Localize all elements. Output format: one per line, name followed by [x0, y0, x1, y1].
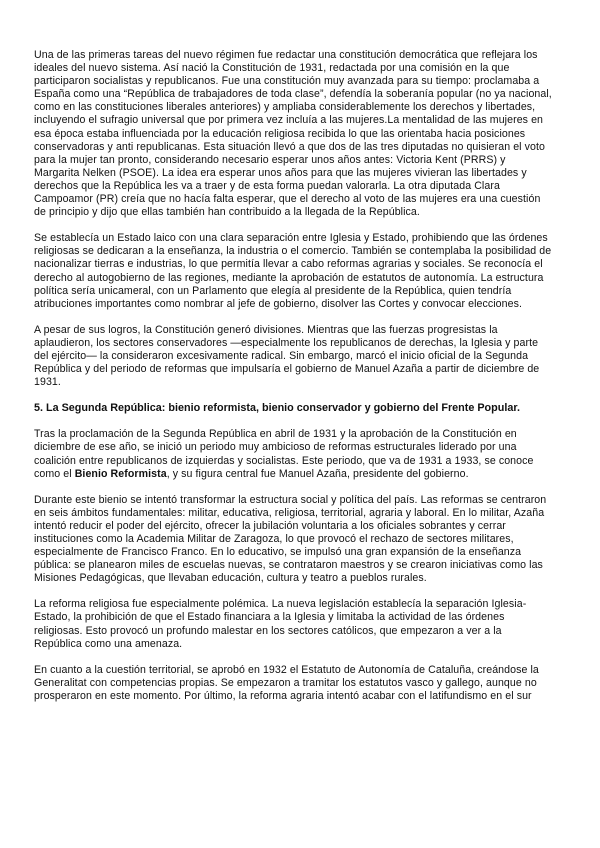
- bienio-reformista-term: Bienio Reformista: [74, 467, 167, 480]
- section-heading: 5. La Segunda República: bienio reformista, bienio conservador y gobierno del Frente Popular.: [34, 402, 520, 415]
- paragraph-divisions: A pesar de sus logros, la Constitución generó divisiones. Mientras que las fuerzas progresistas la aplaudieron, los sectores conservadores —especialmente los republicanos de derechas, la Iglesia y parte del ejército— la consideraron excesivamente radical. Sin embargo, marcó el inicio oficial de la Segunda República y del periodo de reformas que impulsaría el gobierno de Manuel Azaña a partir de diciembre de 1931.: [34, 323, 540, 389]
- bienio-text-after: , y su figura central fue Manuel Azaña, presidente del gobierno.: [166, 467, 469, 480]
- paragraph-bienio-reformista: [34, 428, 552, 480]
- paragraph-reforms-overview: Durante este bienio se intentó transformar la estructura social y política del país. Las reformas se centraron en seis ámbitos fundamentales: militar, educativa, religiosa, territorial, agraria y laboral. En lo militar, Azaña intentó reducir el poder del ejército, ofrecer la jubilación voluntaria a los oficiales sobrantes y cerrar instituciones como la Academia Militar de Zaragoza, lo que provocó el rechazo de sectores militares, especialmente de Francisco Franco. En lo educativo, se impulsó una gran expansión de la enseñanza pública: se planearon miles de escuelas nuevas, se contrataron maestros y se crearon iniciativas como las Misiones Pedagógicas, que llevaban educación, cultura y teatro a pueblos rurales.: [34, 493, 547, 585]
- paragraph-constitution-1931: Una de las primeras tareas del nuevo régimen fue redactar una constitución democrática que reflejara los ideales del nuevo sistema. Así nació la Constitución de 1931, redactada por una comisión en la que participaron socialistas y republicanos. Fue una constitución muy avanzada para su tiempo: proclamaba a España como una “República de trabajadores de toda clase”, defendía la soberanía popular (no ya nacional, como en las constituciones liberales anteriores) y ampliaba considerablemente los derechos y libertades, incluyendo el sufragio universal que por primera vez incluía a las mujeres.La mentalidad de las mujeres en esa época estaba influenciada por la educación religiosa recibida lo que las orientaba hacia posiciones conservadoras y anti republicanas. Esta situación llevó a que dos de las tres diputadas no quisieran el voto para la mujer tan pronto, considerando necesario esperar unos años antes: Victoria Kent (PRRS) y Margarita Nelken (PSOE). La idea era esperar unos años para que las mujeres vivieran las libertades y derechos que la República les va a traer y de esta forma puedan valorarla. La otra diputada Clara Campoamor (PR) creía que no hacía falta esperar, que el derecho al voto de las mujeres era una cuestión de principio y dijo que ellas también han contribuido a la llegada de la República.: [34, 49, 552, 219]
- bienio-text-before: Tras la proclamación de la Segunda República en abril de 1931 y la aprobación de la Constitución en diciembre de ese año, se inició un periodo muy ambicioso de reformas estructurales liderado por una coalición entre republicanos de izquierdas y socialistas. Este periodo, que va de 1931 a 1933, se conoce como el: [34, 428, 534, 480]
- paragraph-laic-state: Se establecía un Estado laico con una clara separación entre Iglesia y Estado, prohibiendo que las órdenes religiosas se dedicaran a la enseñanza, la industria o el comercio. También se contemplaba la posibilidad de nacionalizar tierras e industrias, lo que permitía llevar a cabo reformas agrarias y sociales. Se reconocía el derecho al autogobierno de las regiones, mediante la aprobación de estatutos de autonomía. La estructura política sería unicameral, con un Parlamento que elegía al presidente de la República, quien tendría atribuciones importantes como nombrar al jefe de gobierno, disolver las Cortes y convocar elecciones.: [34, 232, 552, 310]
- paragraph-religious-reform: La reforma religiosa fue especialmente polémica. La nueva legislación establecía la separación Iglesia-Estado, la prohibición de que el Estado financiara a la Iglesia y limitaba la actividad de las órdenes religiosas. Esto provocó un profundo malestar en los sectores católicos, que empezaron a ver a la República como una amenaza.: [34, 598, 527, 650]
- paragraph-territorial-reform: En cuanto a la cuestión territorial, se aprobó en 1932 el Estatuto de Autonomía de Cataluña, creándose la Generalitat con competencias propias. Se empezaron a tramitar los estatutos vasco y gallego, aunque no prosperaron en este momento. Por último, la reforma agraria intentó acabar con el latifundismo en el sur: [34, 663, 539, 702]
